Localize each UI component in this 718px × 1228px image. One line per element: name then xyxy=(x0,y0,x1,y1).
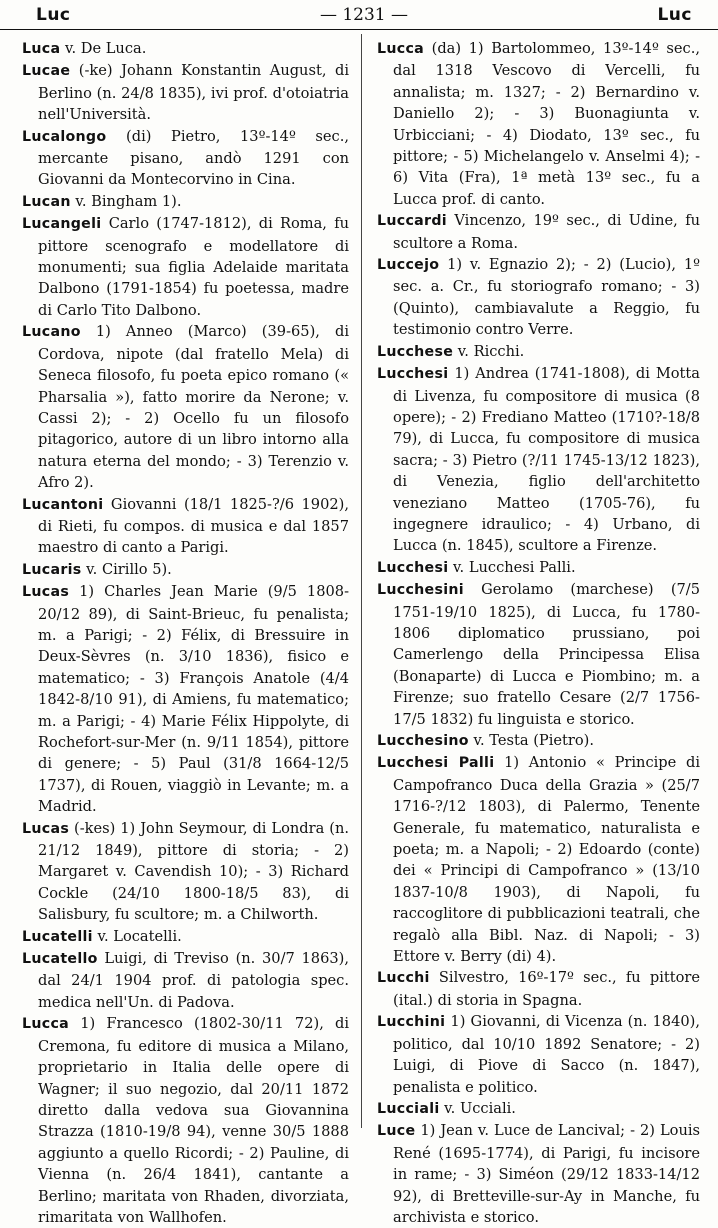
entry xyxy=(377,38,700,210)
entry xyxy=(377,730,700,752)
entry xyxy=(22,581,349,817)
entry xyxy=(377,1098,700,1120)
entry xyxy=(22,818,349,926)
running-head-left: Luc xyxy=(36,4,71,25)
entry-headword: Lucchi xyxy=(377,970,430,987)
entry-text: 1) Giovanni, di Vicenza (n. 1840), politico, dal 10/10 1892 Senatore; - 2) Luigi, di Piove di Sacco (n. 1847), penalista e politico. xyxy=(393,1013,700,1096)
entry-headword: Lucae xyxy=(22,63,71,80)
entry-text: v. Locatelli. xyxy=(92,927,182,945)
page-header xyxy=(0,0,718,30)
entry-headword: Lucalongo xyxy=(22,128,107,145)
entry xyxy=(377,967,700,1011)
right-column xyxy=(377,38,701,1226)
entry-headword: Luccejo xyxy=(377,257,440,274)
entry xyxy=(377,1120,700,1228)
entry-text: 1) Antonio « Principe di Campofranco Duca della Grazia » (25/7 1716-?/12 1803), di Palermo, Tenente Generale, fu matematico, naturalista e poeta; m. a Napoli; - 2) Edoardo (conte) dei « Principi di Campofranco » (13/10 1837-10/8 1903), di Napoli, fu raccoglitore di pubblicazioni teatrali, che regalò alla Bibl. Naz. di Napoli; - 3) Ettore v. Berry (di) 4). xyxy=(393,754,701,966)
entry-text: Luigi, di Treviso (n. 30/7 1863), dal 24/1 1904 prof. di patologia spec. medica nell'Un. di Padova. xyxy=(38,950,349,1011)
running-head-right: Luc xyxy=(657,4,692,25)
entry-text: v. Cirillo 5). xyxy=(81,560,172,578)
entry-text: v. Testa (Pietro). xyxy=(468,732,594,749)
entry xyxy=(22,60,349,125)
entry-headword: Lucchesi Palli xyxy=(377,755,495,772)
column-divider xyxy=(361,34,362,1128)
entry-text: (-ke) Johann Konstantin August, di Berlino (n. 24/8 1835), ivi prof. d'otoiatria nell'Università. xyxy=(38,62,349,124)
entry-text: v. De Luca. xyxy=(60,40,147,57)
entry-headword: Luccardi xyxy=(377,213,447,230)
entry-text: v. Bingham 1). xyxy=(70,192,182,210)
entry-headword: Lucan xyxy=(22,193,71,210)
entry-headword: Lucatelli xyxy=(22,928,93,945)
entry xyxy=(377,254,700,341)
entry-text: Gerolamo (marchese) (7/5 1751-19/10 1825), di Lucca, fu 1780-1806 diplomatico prussiano, poi Camerlengo della Principessa Elisa (Bonaparte) di Lucca e Piombino; m. a Firenze; suo fratello Cesare (2/7 1756-17/5 1832) fu linguista e storico. xyxy=(393,581,700,728)
entry-text: Giovanni (18/1 1825-?/6 1902), di Rieti, fu compos. di musica e dal 1857 maestro di canto a Parigi. xyxy=(38,495,349,557)
entry-headword: Lucciali xyxy=(377,1100,440,1117)
entry-text: 1) Anneo (Marco) (39-65), di Cordova, nipote (dal fratello Mela) di Seneca filosofo, fu poeta epico romano (« Pharsalia »), fatto morire da Nerone; v. Cassi 2); - 2) Ocello fu un filosofo pitagorico, autore di un libro intorno alla natura eterna del mondo; - 3) Terenzio v. Afro 2). xyxy=(38,323,349,492)
entry-headword: Lucchesi xyxy=(377,559,449,576)
entry-text: v. Lucchesi Palli. xyxy=(448,558,576,576)
entry-text: 1) Charles Jean Marie (9/5 1808-20/12 89), di Saint-Brieuc, fu penalista; m. a Parigi; - 2) Félix, di Bressuire in Deux-Sèvres (n. 3/10 1836), fisico e matematico; - 3) François Anatole (4/4 1842-8/10 91), di Amiens, fu matematico; m. a Parigi; - 4) Marie Félix Hippolyte, di Rochefort-sur-Mer (n. 9/11 1854), pittore di genere; - 5) Paul (31/8 1664-12/5 1737), di Rouen, viaggiò in Levante; m. a Madrid. xyxy=(38,583,349,816)
entry-headword: Lucchesi xyxy=(377,366,449,383)
entry-text: (di) Pietro, 13º-14º sec., mercante pisano, andò 1291 con Giovanni da Montecorvino in Cina. xyxy=(38,127,349,189)
entry xyxy=(22,213,349,321)
entry xyxy=(377,363,700,557)
entry-headword: Lucchese xyxy=(377,343,454,360)
entry-headword: Lucatello xyxy=(22,951,98,968)
entry xyxy=(377,579,700,730)
entry-text: 1) Francesco (1802-30/11 72), di Cremona, fu editore di musica a Milano, proprietario in Italia delle opere di Wagner; il suo negozio, dal 20/11 1872 diretto dalla vedova sua Giovannina Strazza (1810-19/8 94), venne 30/5 1888 aggiunto a quello Ricordi; - 2) Pauline, di Vienna (n. 26/4 1841), cantante a Berlino; maritata von Rhaden, divorziata, rimaritata von Wallhofen. xyxy=(38,1015,349,1226)
entry-text: 1) Andrea (1741-1808), di Motta di Livenza, fu compositore di musica (8 opere); - 2) Frediano Matteo (1710?-18/8 79), di Lucca, fu compositore di musica sacra; - 3) Pietro (?/11 1745-13/12 1823), di Venezia, figlio dell'architetto veneziano Matteo (1705-76), fu ingegnere idraulico; - 4) Urbano, di Lucca (n. 1845), scultore a Firenze. xyxy=(393,365,700,555)
entry-headword: Lucchesino xyxy=(377,733,469,749)
entry xyxy=(22,926,349,948)
entry-headword: Luce xyxy=(377,1123,416,1140)
entry xyxy=(22,948,349,1013)
entry xyxy=(377,1011,700,1098)
entry-text: v. Ricchi. xyxy=(453,342,525,360)
entry-headword: Lucano xyxy=(22,324,81,341)
entry-text: Vincenzo, 19º sec., di Udine, fu scultore a Roma. xyxy=(393,212,700,252)
page-number: — 1231 — xyxy=(319,4,409,25)
entry xyxy=(22,38,349,60)
entry-headword: Lucca xyxy=(22,1016,70,1033)
entry xyxy=(22,126,349,191)
entry-headword: Lucchini xyxy=(377,1014,446,1031)
entry-headword: Lucca xyxy=(377,41,425,57)
entry-headword: Lucas xyxy=(22,584,70,601)
entry-headword: Lucantoni xyxy=(22,496,104,513)
left-column xyxy=(22,38,349,1226)
entry-headword: Lucchesini xyxy=(377,582,464,599)
entry xyxy=(22,494,349,559)
entry xyxy=(377,557,700,579)
entry-headword: Lucaris xyxy=(22,561,82,578)
entry-text: v. Ucciali. xyxy=(439,1099,516,1117)
entry-text: Silvestro, 16º-17º sec., fu pittore (ital.) di storia in Spagna. xyxy=(393,969,700,1009)
entry xyxy=(22,191,349,213)
entry xyxy=(377,752,700,967)
entry xyxy=(377,341,700,363)
entry-text: 1) Jean v. Luce de Lancival; - 2) Louis René (1695-1774), di Parigi, fu incisore in rame; - 3) Siméon (29/12 1833-14/12 92), di Bretteville-sur-Ay in Manche, fu archivista e storico. xyxy=(393,1122,700,1226)
entry xyxy=(22,559,349,581)
entry-text: Carlo (1747-1812), di Roma, fu pittore scenografo e modellatore di monumenti; sua figlia Adelaide maritata Dalbono (1791-1854) fu poetessa, madre di Carlo Tito Dalbono. xyxy=(38,215,349,319)
entry xyxy=(22,321,349,493)
entry-text: 1) v. Egnazio 2); - 2) (Lucio), 1º sec. a. Cr., fu storiografo romano; - 3) (Quinto), cambiavalute a Reggio, fu testimonio contro Verre. xyxy=(393,256,700,339)
entry-text: (da) 1) Bartolommeo, 13º-14º sec., dal 1318 Vescovo di Vercelli, fu annalista; m. 1327; - 2) Bernardino v. Daniello 2); - 3) Buonagiunta v. Urbicciani; - 4) Diodato, 13º sec., fu pittore; - 5) Michelangelo v. Anselmi 4); - 6) Vita (Fra), 1ª metà 13º sec., fu a Lucca prof. di canto. xyxy=(393,40,700,208)
entry-headword: Lucangeli xyxy=(22,216,102,233)
entry-headword: Luca xyxy=(22,41,61,57)
entry-headword: Lucas xyxy=(22,820,70,837)
entry-text: (-kes) 1) John Seymour, di Londra (n. 21/12 1849), pittore di storia; - 2) Margaret v. Cavendish 10); - 3) Richard Cockle (24/10 1800-18/5 83), di Salisbury, fu scultore; m. a Chilworth. xyxy=(38,819,349,924)
entry xyxy=(377,210,700,254)
entry xyxy=(22,1013,349,1228)
